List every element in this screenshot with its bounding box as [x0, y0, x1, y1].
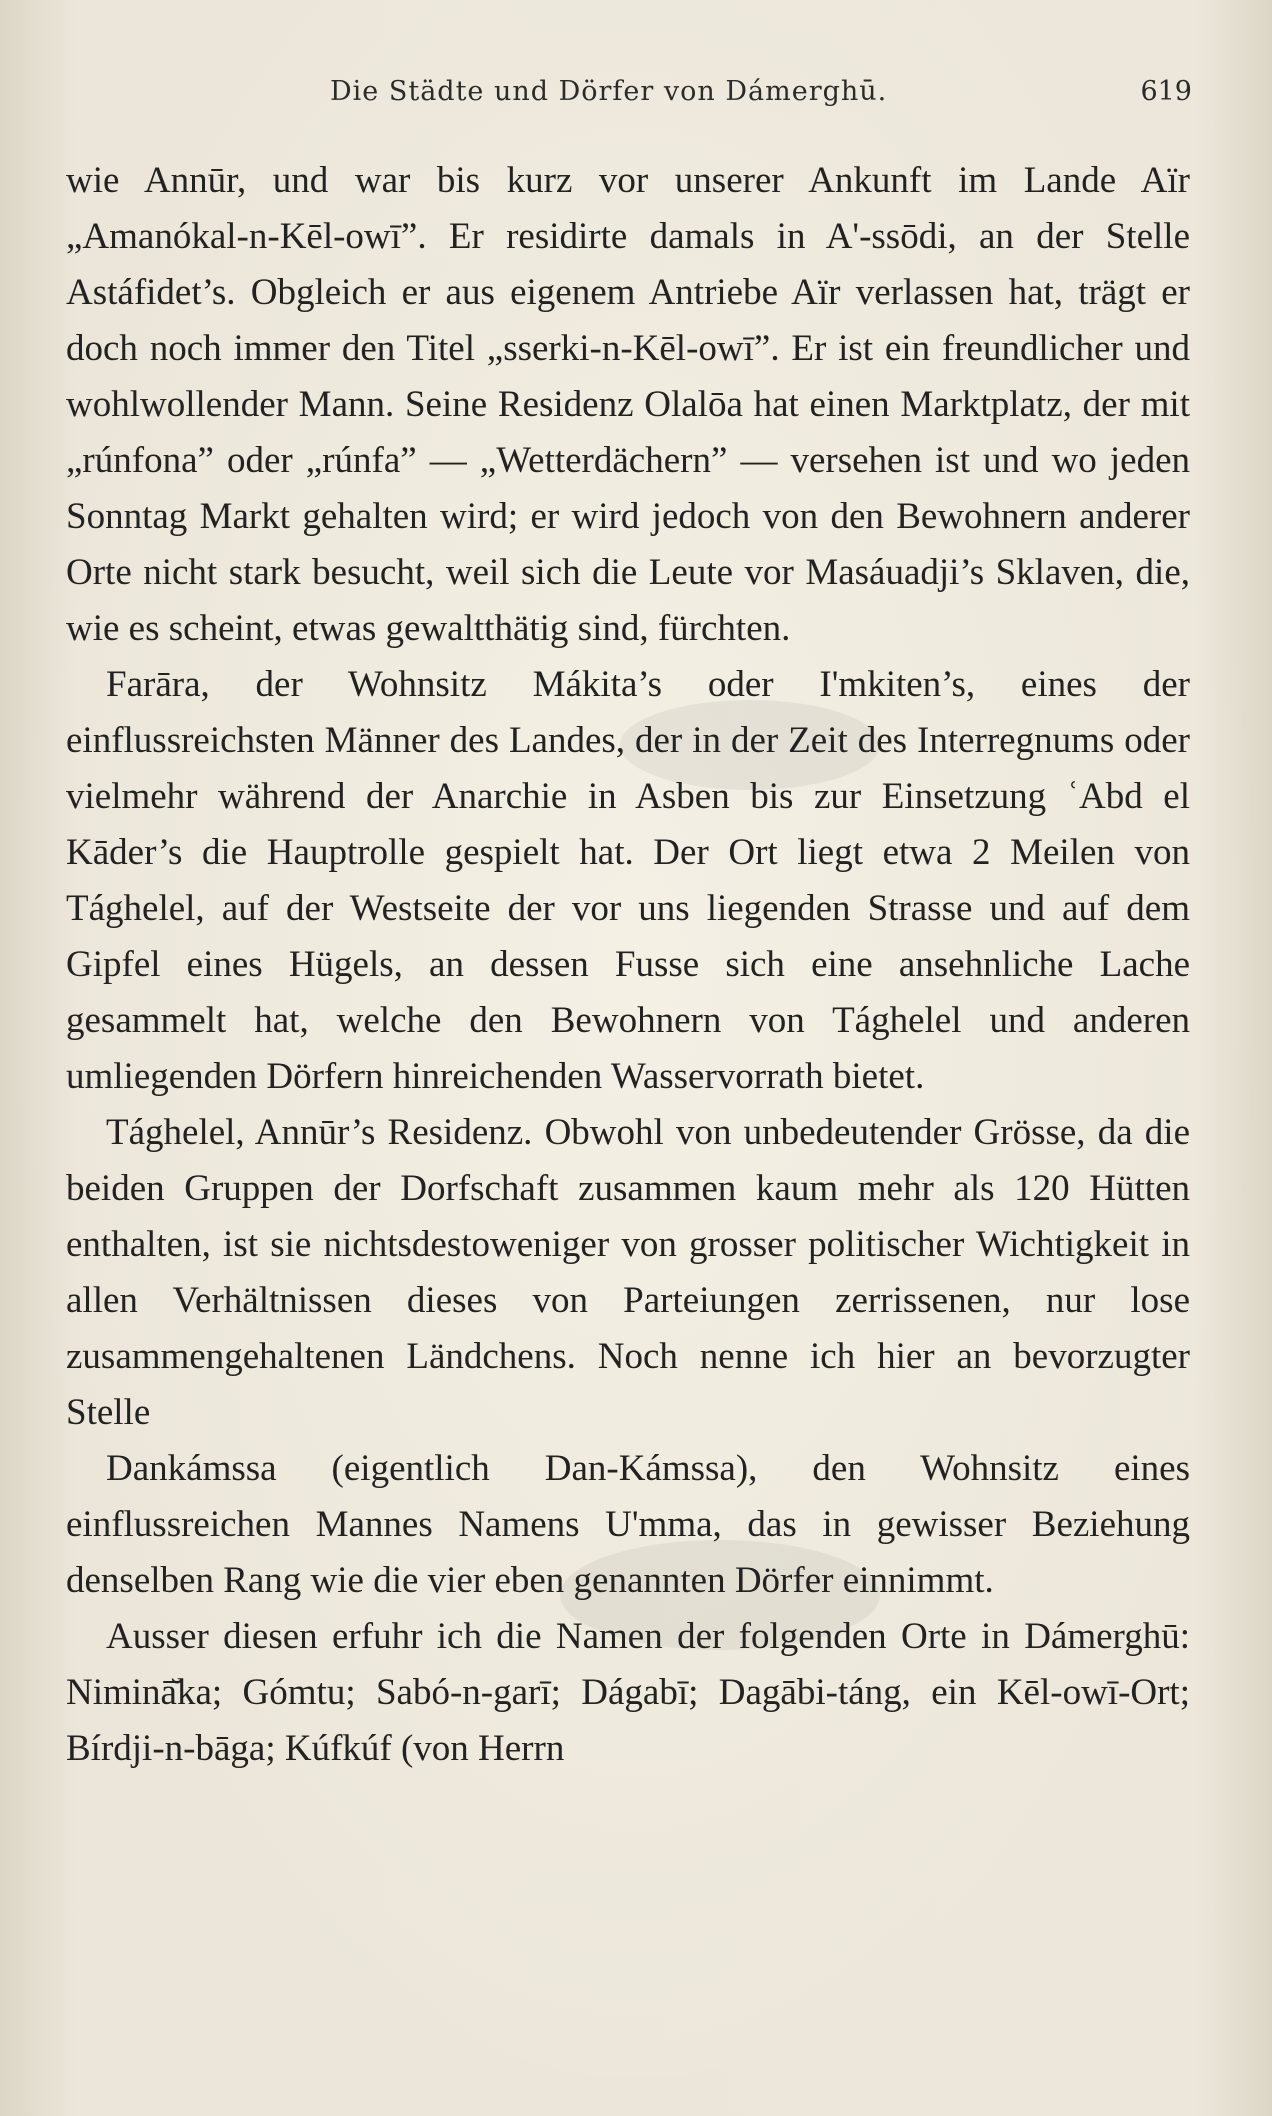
running-title: Die Städte und Dörfer von Dámerghū. — [330, 76, 888, 107]
paragraph: wie Annūr, und war bis kurz vor unserer Ankunft im Lande Aïr „Amanókal-n-Kēl-owī”. Er residirte damals in A'-ssōdi, an der Stelle Astáfidet’s. Obgleich er aus eigenem Antriebe Aïr verlassen hat, trägt er doch noch immer den Titel „sserki-n-Kēl-owī”. Er ist ein freundlicher und wohlwollender Mann. Seine Residenz Olalōa hat einen Marktplatz, der mit „rúnfona” oder „rúnfa” — „Wetterdächern” — versehen ist und wo jeden Sonntag Markt gehalten wird; er wird jedoch von den Bewohnern anderer Orte nicht stark besucht, weil sich die Leute vor Masáuadji’s Sklaven, die, wie es scheint, etwas gewaltthätig sind, fürchten. — [66, 160, 1190, 649]
paragraph: Tághelel, Annūr’s Residenz. Obwohl von unbedeutender Grösse, da die beiden Gruppen der Dorfschaft zusammen kaum mehr als 120 Hütten enthalten, ist sie nichtsdestoweniger von grosser politischer Wichtigkeit in allen Verhältnissen dieses von Parteiungen zerrissenen, nur lose zusammengehaltenen Ländchens. Noch nenne ich hier an bevorzugter Stelle — [66, 1112, 1190, 1433]
paragraph: Ausser diesen erfuhr ich die Namen der folgenden Orte in Dámerghū: Niminā̆ka; Gómtu; Sabó-n-garī; Dágabī; Dagābi-táng, ein Kēl-owī-Ort; Bírdji-n-bāga; Kúfkúf (von Herrn — [66, 1616, 1190, 1769]
running-header — [0, 76, 1272, 124]
paragraph: Dankámssa (eigentlich Dan-Kámssa), den Wohnsitz eines einflussreichen Mannes Namens U'mma, das in gewisser Beziehung denselben Rang wie die vier eben genannten Dörfer einnimmt. — [66, 1448, 1190, 1601]
body-text — [66, 153, 1190, 1777]
paragraph: Farāra, der Wohnsitz Mákita’s oder I'mkiten’s, eines der einflussreichsten Männer des Landes, der in der Zeit des Interregnums oder vielmehr während der Anarchie in Asben bis zur Einsetzung ʿAbd el Kāder’s die Hauptrolle gespielt hat. Der Ort liegt etwa 2 Meilen von Tághelel, auf der Westseite der vor uns liegenden Strasse und auf dem Gipfel eines Hügels, an dessen Fusse sich eine ansehnliche Lache gesammelt hat, welche den Bewohnern von Tághelel und anderen umliegenden Dörfern hinreichenden Wasservorrath bietet. — [66, 664, 1190, 1097]
page-number: 619 — [1140, 76, 1192, 107]
